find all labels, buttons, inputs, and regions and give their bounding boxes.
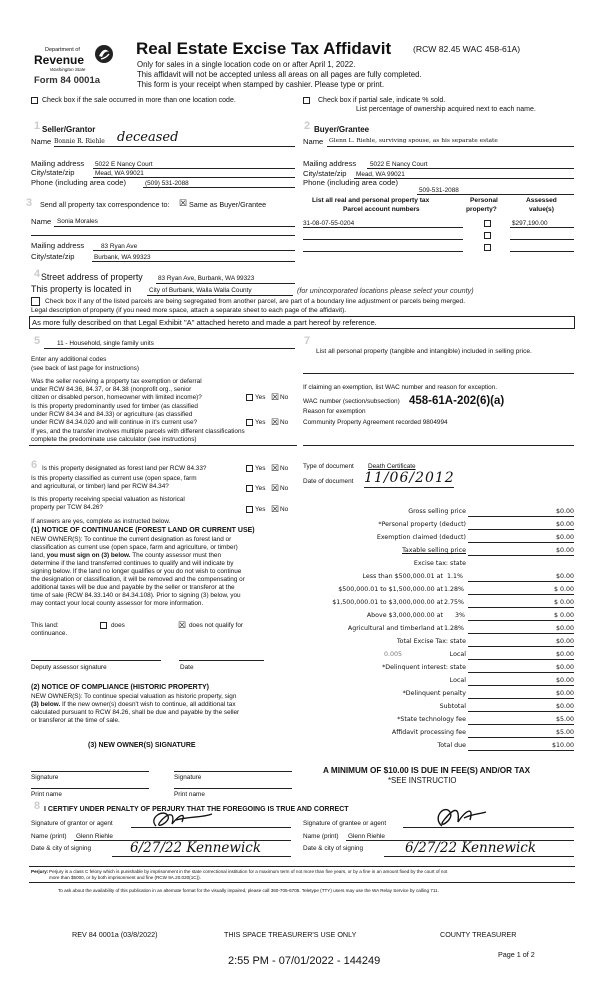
fee-value-bracket-4: $ 0.00: [468, 612, 574, 621]
form-rcw: (RCW 82.45 WAC 458-61A): [413, 44, 521, 54]
fee-value-subtotal: $0.00: [468, 703, 574, 712]
section-number-2: 2: [304, 120, 311, 132]
parcel-header-personal: Personal: [470, 197, 498, 204]
exemption-intro: If claiming an exemption, list WAC number and reason for exception.: [303, 384, 498, 391]
exemption-q-2: under RCW 84.36, 84.37, or 84.38 (nonprofit org., senior: [31, 386, 192, 393]
seller-heading: Seller/Grantor: [42, 125, 96, 134]
fee-value-bracket-3: $ 0.00: [468, 599, 574, 608]
owner-print-label-1: Print name: [31, 791, 62, 798]
exemption-reason: Community Property Agreement recorded 9804994: [303, 419, 448, 426]
land-use-code: 11 - Household, single family units: [57, 340, 154, 347]
partial-sale-label-2: List percentage of ownership acquired next to each name.: [356, 106, 536, 113]
document-type: Death Certificate: [368, 463, 416, 470]
correspondence-name-label: Name: [31, 217, 52, 226]
fee-label-penalty: *Delinquent penalty: [402, 690, 466, 697]
timber-no-label: No: [280, 419, 289, 426]
current-use-no-label: No: [280, 485, 289, 492]
form-title: Real Estate Excise Tax Affidavit: [136, 39, 392, 58]
seller-name-label: Name: [31, 137, 52, 146]
forest-q-1: Is this property designated as forest land per RCW 84.33?: [42, 465, 207, 472]
section-number-3: 3: [26, 197, 33, 209]
historic-yes-checkbox[interactable]: [246, 506, 253, 513]
partial-sale-checkbox[interactable]: [303, 97, 310, 104]
fee-label-delinquent-local: Local: [449, 677, 466, 684]
notice-continuance-p9: may contact your local county assessor for more information.: [31, 600, 204, 607]
exemption-q-3: citizen or disabled person, homeowner with limited income)?: [31, 394, 202, 401]
notice-continuance-p6: the designation or classification, it will be removed and the compensating or: [31, 576, 245, 583]
perjury-text-1: Perjury is a class C felony which is punishable by imprisonment in the state correctional institution for a maximum term of not more than five years, or by a fine in an amount fixed by the court of not: [49, 869, 448, 874]
document-date-label: Date of document: [303, 478, 354, 485]
buyer-name-label: Name: [303, 137, 324, 146]
header-line-3: This form is your receipt when stamped by cashier. Please type or print.: [137, 80, 385, 89]
deputy-assessor-label: Deputy assessor signature: [31, 664, 107, 671]
parcel-header-2: Parcel account numbers: [343, 206, 420, 213]
fee-rate-bracket-1: 1.1%: [447, 573, 463, 580]
personal-property-checkbox-1[interactable]: [484, 220, 491, 227]
buyer-heading: Buyer/Grantee: [314, 125, 370, 134]
notice-continuance-p8: time of sale (RCW 84.33.140 or 84.34.108). Prior to signing (3) below, you: [31, 592, 241, 599]
forest-yes-checkbox[interactable]: [246, 465, 253, 472]
fee-label-bracket-3: $1,500,000.01 to $3,000,000.00 at: [332, 599, 443, 606]
street-label: Street address of property: [41, 272, 143, 282]
located-label: This property is located in: [31, 284, 132, 294]
wac-number: 458-61A-202(6)(a): [409, 395, 505, 407]
timber-no-checkbox[interactable]: ☒: [271, 417, 280, 427]
recording-stamp: 2:55 PM - 07/01/2022 - 144249: [228, 955, 381, 967]
fee-value-gross: $0.00: [468, 508, 574, 517]
owner-signature-label-2: Signature: [174, 774, 202, 781]
historic-yes-label: Yes: [255, 506, 266, 513]
fee-value-bracket-2: $ 0.00: [468, 586, 574, 595]
section-number-4: 4: [34, 268, 41, 280]
fee-rate-bracket-4: 3%: [455, 612, 465, 619]
land-does-label: does: [111, 622, 125, 629]
fee-label-bracket-2: $500,000.01 to $1,500,000.00 at: [338, 586, 443, 593]
fee-local-rate: 0.005: [384, 651, 403, 658]
timber-q-2: under RCW 84.34 and 84.33) or agriculture (as classified: [31, 411, 193, 418]
segregated-checkbox[interactable]: [31, 297, 40, 306]
dept-name: Revenue: [34, 53, 85, 67]
buyer-city: Mead, WA 99021: [356, 171, 405, 178]
correspondence-label: Send all property tax correspondence to:: [40, 200, 170, 209]
fee-value-delinquent-state: $0.00: [468, 664, 574, 673]
land-does-checkbox[interactable]: [100, 622, 107, 629]
notice-compliance-p4: or transferor at the time of sale.: [31, 717, 120, 724]
perjury-text-2: more than $5000, or by both imprisonment and fine (RCW 9A.20.020(1C)).: [49, 875, 201, 880]
historic-q-1: Is this property receiving special valuation as historical: [31, 496, 185, 503]
forest-no-label: No: [280, 465, 289, 472]
segregated-label: Check box if any of the listed parcels are being segregated from another parcel, are part of a boundary line adjustment or parcels being merged.: [45, 298, 466, 305]
fee-label-delinquent-state: *Delinquent interest: state: [382, 664, 466, 671]
county-treasurer-label: COUNTY TREASURER: [440, 930, 517, 939]
owner-signature-label-1: Signature: [31, 774, 59, 781]
fee-rate-bracket-3: 2.75%: [444, 599, 465, 606]
parcel-header-values: value(s): [529, 206, 554, 213]
buyer-city-label: City/state/zip: [303, 169, 347, 178]
notice-compliance-title: (2) NOTICE OF COMPLIANCE (HISTORIC PROPERTY): [31, 684, 209, 691]
fee-label-total-state: Total Excise Tax: state: [396, 638, 466, 645]
current-use-yes-checkbox[interactable]: [246, 485, 253, 492]
additional-codes-label: Enter any additional codes: [31, 356, 107, 363]
fee-label-taxable: Taxable selling price: [402, 547, 466, 554]
section-number-1: 1: [34, 120, 41, 132]
fee-value-delinquent-local: $0.00: [468, 677, 574, 686]
new-owner-signature-title: (3) NEW OWNER(S) SIGNATURE: [88, 742, 196, 749]
parcel-number-1: 31-08-07-55-0204: [303, 220, 355, 227]
fee-label-total-due: Total due: [437, 742, 466, 749]
form-revision: REV 84 0001a (03/8/2022): [72, 930, 158, 939]
fee-label-bracket-1: Less than $500,000.01 at: [362, 573, 443, 580]
answers-note: If answers are yes, complete as instructed below.: [31, 518, 171, 525]
seller-mailing: 5022 E Nancy Court: [95, 161, 153, 168]
fee-value-processing: $5.00: [468, 729, 574, 738]
fee-rate-agricultural: 1.28%: [444, 625, 465, 632]
grantor-name-label: Name (print): [31, 833, 67, 840]
seller-phone: (509) 531-2088: [145, 180, 189, 187]
fee-value-taxable: $0.00: [468, 547, 574, 556]
fee-value-exemption: $0.00: [468, 534, 574, 543]
section-number-8: 8: [34, 800, 41, 812]
timber-q-3: under RCW 84.34.020 and will continue in it's current use?: [31, 419, 198, 426]
fee-label-personal: *Personal property (deduct): [378, 521, 466, 528]
document-type-label: Type of document: [303, 463, 354, 470]
accessibility-note: To ask about the availability of this publication in an alternate format for the visually impaired, please call 360-705-6705. Teletype (TTY) users may use the WA Relay Service by calling 711.: [58, 888, 439, 893]
historic-no-label: No: [280, 506, 289, 513]
grantor-signature-label: Signature of grantor or agent: [31, 820, 113, 827]
notice-compliance-p2: (3) below. If the new owner(s) doesn't wish to continue, all additional tax: [31, 701, 236, 708]
timber-q-1: Is this property predominantly used for timber (as classified: [31, 403, 198, 410]
notice-continuance-title: (1) NOTICE OF CONTINUANCE (FOREST LAND OR CURRENT USE): [31, 527, 255, 534]
see-instructions-note: *SEE INSTRUCTIO: [388, 776, 457, 785]
multi-parcel-note: If yes, and the transfer involves multiple parcels with different classifications: [31, 428, 245, 435]
grantee-name: Glenn Riehle: [348, 833, 385, 840]
buyer-mailing: 5022 E Nancy Court: [370, 161, 428, 168]
fee-label-bracket-4: Above $3,000,000.00 at: [366, 612, 443, 619]
header-line-1: Only for sales in a single location code on or after April 1, 2022.: [137, 60, 356, 69]
fee-label-exemption: Exemption claimed (deduct): [376, 534, 466, 541]
fee-label-gross: Gross selling price: [408, 508, 466, 515]
notice-continuance-p5: signing below. If the land no longer qualifies or you do not wish to continue: [31, 568, 242, 575]
exemption-yes-checkbox[interactable]: [246, 394, 253, 401]
buyer-mailing-label: Mailing address: [303, 159, 357, 168]
dept-state: Washington State: [50, 67, 86, 72]
deputy-date-label: Date: [180, 664, 194, 671]
continuance-label: continuance.: [31, 630, 68, 637]
form-number: Form 84 0001a: [34, 75, 101, 86]
personal-property-list-label: List all personal property (tangible and intangible) included in selling price.: [316, 348, 532, 355]
same-as-buyer-checkbox[interactable]: ☒: [179, 198, 188, 208]
certify-statement: I CERTIFY UNDER PENALTY OF PERJURY THAT THE FOREGOING IS TRUE AND CORRECT: [44, 806, 349, 813]
timber-yes-label: Yes: [255, 419, 266, 426]
perjury-label: Perjury:: [31, 869, 49, 874]
parcel-value-1: $297,190.00: [512, 220, 548, 227]
located-value: City of Burbank, Walla Walla County: [149, 287, 252, 294]
notice-continuance-p7: additional taxes will be due and payable by the seller or transferor at the: [31, 584, 235, 591]
parcel-header-assessed: Assessed: [526, 197, 557, 204]
land-does-not-label: does not qualify for: [189, 622, 243, 629]
fee-label-excise-state: Excise tax: state: [413, 560, 466, 567]
correspondence-name: Sonia Morales: [57, 218, 98, 225]
fee-label-processing: Affidavit processing fee: [391, 729, 466, 736]
exemption-no-checkbox[interactable]: ☒: [271, 392, 280, 402]
correspondence-city-label: City/state/zip: [31, 252, 75, 261]
parcel-header-property: property?: [466, 206, 497, 213]
grantee-signature-label: Signature of grantee or agent: [303, 820, 387, 827]
grantee-name-label: Name (print): [303, 833, 339, 840]
current-use-q-1: Is this property classified as current use (open space, farm: [31, 475, 197, 482]
fee-value-bracket-1: $0.00: [468, 573, 574, 582]
fee-label-agricultural: Agricultural and timberland at: [347, 625, 443, 632]
correspondence-city: Burbank, WA 99323: [94, 254, 151, 261]
grantor-name: Glenn Riehle: [76, 833, 113, 840]
fee-value-penalty: $0.00: [468, 690, 574, 699]
land-does-not-checkbox[interactable]: ☒: [178, 620, 187, 630]
fee-value-total-state: $0.00: [468, 638, 574, 647]
correspondence-mailing: 83 Ryan Ave: [101, 243, 138, 250]
current-use-yes-label: Yes: [255, 485, 266, 492]
multi-location-label: Check box if the sale occurred in more than one location code.: [42, 97, 236, 104]
grantee-date-city-handwritten: 6/27/22 Kennewick: [405, 840, 537, 856]
parcel-header-1: List all real and personal property tax: [312, 197, 430, 204]
section-number-7: 7: [304, 335, 311, 347]
current-use-no-checkbox[interactable]: ☒: [271, 483, 280, 493]
fee-label-local: Local: [449, 651, 466, 658]
fee-value-total-due: $10.00: [468, 742, 574, 751]
grantor-date-city-label: Date & city of signing: [31, 845, 92, 852]
owner-print-label-2: Print name: [174, 791, 205, 798]
exemption-q-1: Was the seller receiving a property tax exemption or deferral: [31, 378, 202, 385]
correspondence-mailing-label: Mailing address: [31, 241, 85, 250]
section-number-5: 5: [34, 335, 41, 347]
notice-continuance-p3: land, you must sign on (3) below. The county assessor must then: [31, 552, 222, 559]
page-number: Page 1 of 2: [498, 950, 535, 959]
grantee-signature: [430, 800, 490, 834]
fee-value-technology: $5.00: [468, 716, 574, 725]
grantor-signature: [146, 804, 216, 834]
minimum-due-note: A MINIMUM OF $10.00 IS DUE IN FEE(S) AND/OR TAX: [323, 766, 531, 775]
exemption-reason-label: Reason for exemption: [303, 408, 366, 415]
historic-no-checkbox[interactable]: ☒: [271, 504, 280, 514]
timber-yes-checkbox[interactable]: [246, 419, 253, 426]
exemption-no-label: No: [280, 394, 289, 401]
multi-parcel-note-2: complete the predominate use calculator (see instructions): [31, 436, 197, 443]
located-note: (for unincorporated locations please select your county): [297, 286, 474, 295]
seller-phone-label: Phone (including area code): [31, 178, 126, 187]
fee-label-technology: *State technology fee: [397, 716, 466, 723]
fee-label-subtotal: Subtotal: [439, 703, 466, 710]
additional-codes-label-2: (see back of last page for instructions): [31, 365, 139, 372]
buyer-phone: 509-531-2088: [419, 187, 459, 194]
fee-value-local: $0.00: [468, 651, 574, 660]
notice-continuance-p2: classification as current use (open space, farm and agriculture, or timber): [31, 544, 238, 551]
current-use-q-2: and agricultural, or timber) land per RCW 84.34?: [31, 483, 169, 490]
legal-note: Legal description of property (if you need more space, attach a separate sheet to each page of the affidavit).: [31, 307, 347, 314]
same-as-buyer-label: Same as Buyer/Grantee: [189, 200, 267, 209]
notice-continuance-p1: NEW OWNER(S): To continue the current designation as forest land or: [31, 536, 232, 543]
dor-logo-icon: [94, 44, 114, 64]
seller-name: Bonnie R. Riehle: [54, 138, 105, 145]
document-date-handwritten: 11/06/2012: [364, 470, 455, 486]
seller-city: Mead, WA 99021: [95, 170, 144, 177]
treasurer-space-label: THIS SPACE TREASURER'S USE ONLY: [224, 930, 357, 939]
legal-description: As more fully described on that Legal Exhibit "A" attached hereto and made a part hereof by reference.: [32, 318, 377, 327]
this-land-label: This land:: [31, 622, 59, 629]
buyer-name: Glenn L. Riehle, surviving spouse, as his separate estate: [329, 138, 498, 144]
notice-compliance-p1: NEW OWNER(S): To continue special valuation as historic property, sign: [31, 693, 237, 700]
seller-city-label: City/state/zip: [31, 168, 75, 177]
seller-deceased-handwritten: deceased: [117, 130, 179, 145]
street-address: 83 Ryan Ave, Burbank, WA 99323: [158, 275, 255, 282]
forest-no-checkbox[interactable]: ☒: [271, 463, 280, 473]
grantor-date-city-handwritten: 6/27/22 Kennewick: [130, 840, 262, 856]
fee-value-personal: $0.00: [468, 521, 574, 530]
personal-property-checkbox-3[interactable]: [484, 244, 491, 251]
grantee-date-city-label: Date & city of signing: [303, 845, 364, 852]
notice-continuance-p4: determine if the land transferred continues to qualify and will indicate by: [31, 560, 234, 567]
exemption-yes-label: Yes: [255, 394, 266, 401]
fee-value-agricultural: $0.00: [468, 625, 574, 634]
forest-yes-label: Yes: [255, 465, 266, 472]
header-line-2: This affidavit will not be accepted unless all areas on all pages are fully completed.: [137, 70, 422, 79]
personal-property-checkbox-2[interactable]: [484, 232, 491, 239]
section-number-6: 6: [31, 459, 38, 471]
wac-label: WAC number (section/subsection): [303, 398, 400, 405]
fee-rate-bracket-2: 1.28%: [444, 586, 465, 593]
seller-mailing-label: Mailing address: [31, 159, 85, 168]
historic-q-2: property per TCW 84.26?: [31, 504, 103, 511]
multi-location-checkbox[interactable]: [31, 97, 38, 104]
partial-sale-label: Check box if partial sale, indicate % sold.: [318, 97, 446, 104]
buyer-phone-label: Phone (including area code): [303, 178, 398, 187]
dept-label: Department of: [45, 47, 80, 53]
notice-compliance-p3: calculated pursuant to RCW 84.26, shall be due and payable by the seller: [31, 709, 240, 716]
